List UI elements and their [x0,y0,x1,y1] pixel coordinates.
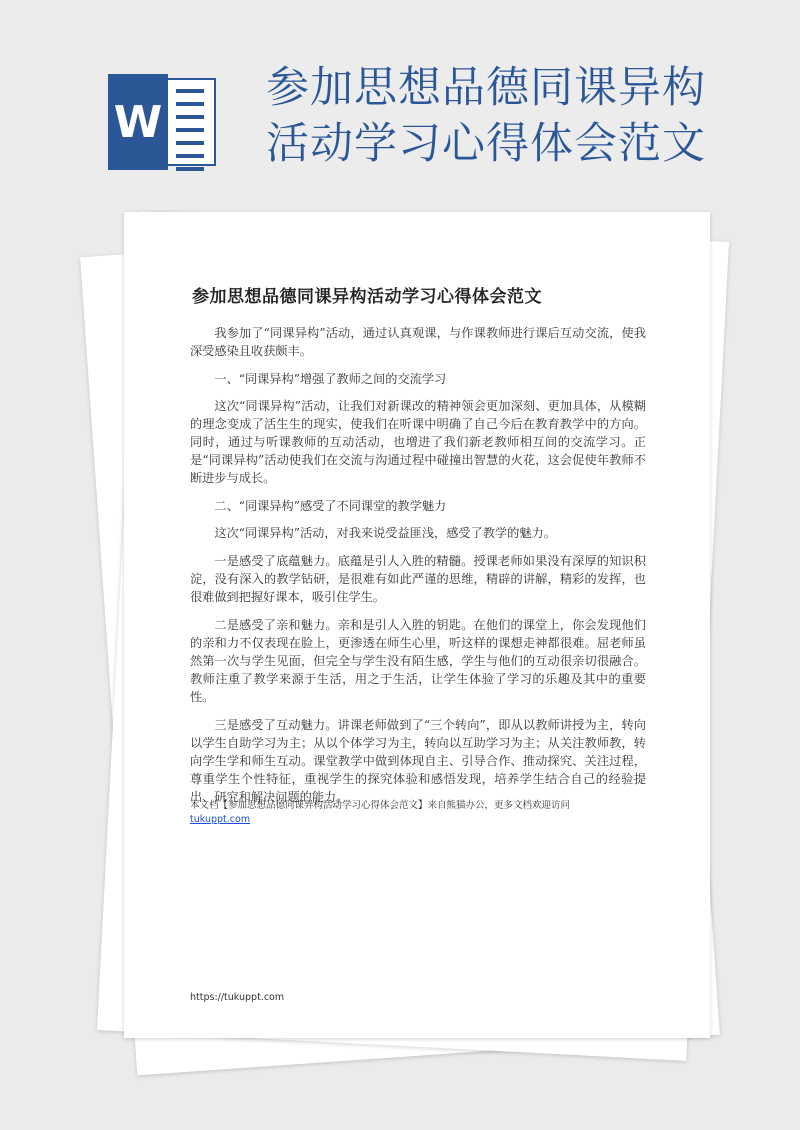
body-paragraph: 一是感受了底蕴魅力。底蕴是引人入胜的精髓。授课老师如果没有深厚的知识积淀，没有深入的教学钻研，是很难有如此严谨的思维，精辟的讲解，精彩的发挥，也很难做到把握好课本，吸引住学生。 [190,554,646,604]
document-body [190,324,646,816]
source-note [190,799,646,827]
banner-title-line2: 活动学习心得体会范文 [266,119,706,169]
header-banner [0,0,800,210]
body-paragraph: 二是感受了亲和魅力。亲和是引人入胜的钥匙。在他们的课堂上，你会发现他们的亲和力不仅表现在脸上，更渗透在师生心里，听这样的课想走神都很难。屈老师虽然第一次与学生见面，但完全与学生没有陌生感，学生与他们的互动很亲切很融合。教师注重了教学来源于生活，用之于生活，让学生体验了学习的乐趣及其中的重要性。 [190,618,646,704]
body-paragraph: 这次“同课异构”活动，让我们对新课改的精神领会更加深刻、更加具体，从模糊的理念变成了活生生的现实，使我们在听课中明确了自己今后在教育教学中的方向。同时，通过与听课教师的互动活动，也增进了我们新老教师相互间的交流学习。正是“同课异构”活动使我们在交流与沟通过程中碰撞出智慧的火花，这会促使年教师不断进步与成长。 [190,399,646,485]
source-note-text: 本文档【参加思想品德同课异构活动学习心得体会范文】来自熊猫办公，更多文档欢迎访问 [190,800,571,811]
section-heading-1: 一、“同课异构”增强了教师之间的交流学习 [214,372,447,386]
document-title: 参加思想品德同课异构活动学习心得体会范文 [192,287,542,307]
banner-title [266,60,786,172]
page-footer-url: https://tukuppt.com [190,992,285,1003]
source-link[interactable]: tukuppt.com [190,814,251,825]
banner-title-line1: 参加思想品德同课异构 [266,63,706,113]
document-page [124,212,710,1038]
body-paragraph: 这次“同课异构”活动，对我来说受益匪浅，感受了教学的魅力。 [214,526,556,540]
body-paragraph: 三是感受了互动魅力。讲课老师做到了“三个转向”，即从以教师讲授为主，转向以学生自助学习为主；从以个体学习为主，转向以互助学习为主；从关注教师教，转向学生学和师生互动。课堂教学中做到体现自主、引导合作、推动探究、关注过程，尊重学生个性特征，重视学生的探究体验和感悟发现，培养学生结合自己的经验提出、研究和解决问题的能力。 [190,718,646,804]
word-document-icon [108,74,218,170]
word-letter-badge: W [108,74,168,170]
section-heading-2: 二、“同课异构”感受了不同课堂的教学魅力 [214,499,447,513]
intro-paragraph: 我参加了“同课异构”活动，通过认真观课，与作课教师进行课后互动交流，使我深受感染且收获颇丰。 [190,326,646,358]
